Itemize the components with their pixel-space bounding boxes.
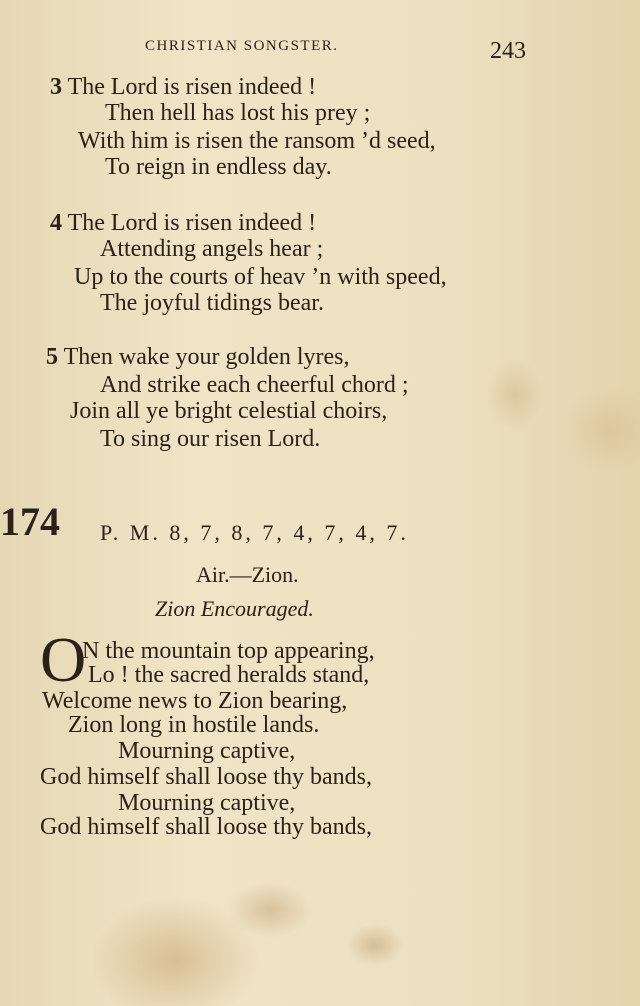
- page-number: 243: [490, 38, 526, 64]
- hymn-air: Air.—Zion.: [196, 562, 299, 587]
- stanza-line: 3 The Lord is risen indeed !: [50, 74, 317, 100]
- stanza-line: To sing our risen Lord.: [100, 426, 321, 452]
- hymn-line: Mourning captive,: [118, 790, 296, 816]
- stanza-line: 4 The Lord is risen indeed !: [50, 210, 317, 236]
- stanza-line: Up to the courts of heav ’n with speed,: [74, 264, 447, 290]
- stanza-line: With him is risen the ransom ’d seed,: [78, 128, 436, 154]
- verse-number: 4: [50, 210, 62, 236]
- stanza-line: Join all ye bright celestial choirs,: [70, 398, 388, 424]
- hymn-line: Zion long in hostile lands.: [68, 712, 320, 738]
- hymn-number: 174: [0, 499, 60, 544]
- stanza-line: Then hell has lost his prey ;: [105, 100, 371, 126]
- stanza-line: And strike each cheerful chord ;: [100, 372, 409, 398]
- stanza-line: Attending angels hear ;: [100, 236, 324, 262]
- stanza-line: The joyful tidings bear.: [100, 290, 324, 316]
- hymn-title: Zion Encouraged.: [155, 596, 314, 621]
- hymn-line: Lo ! the sacred heralds stand,: [88, 662, 370, 688]
- hymn-line: Mourning captive,: [118, 738, 296, 764]
- verse-number: 5: [46, 344, 58, 370]
- hymn-line: Welcome news to Zion bearing,: [42, 688, 348, 714]
- stanza-line: 5 Then wake your golden lyres,: [46, 344, 350, 370]
- running-head: CHRISTIAN SONGSTER.: [145, 38, 339, 54]
- hymn-line: God himself shall loose thy bands,: [40, 764, 372, 790]
- hymn-meter: P. M. 8, 7, 8, 7, 4, 7, 4, 7.: [100, 520, 409, 545]
- hymn-line: God himself shall loose thy bands,: [40, 814, 372, 840]
- verse-number: 3: [50, 74, 62, 100]
- hymn-line: N the mountain top appearing,: [82, 638, 375, 664]
- drop-cap: O: [40, 624, 87, 695]
- stanza-line: To reign in endless day.: [105, 154, 332, 180]
